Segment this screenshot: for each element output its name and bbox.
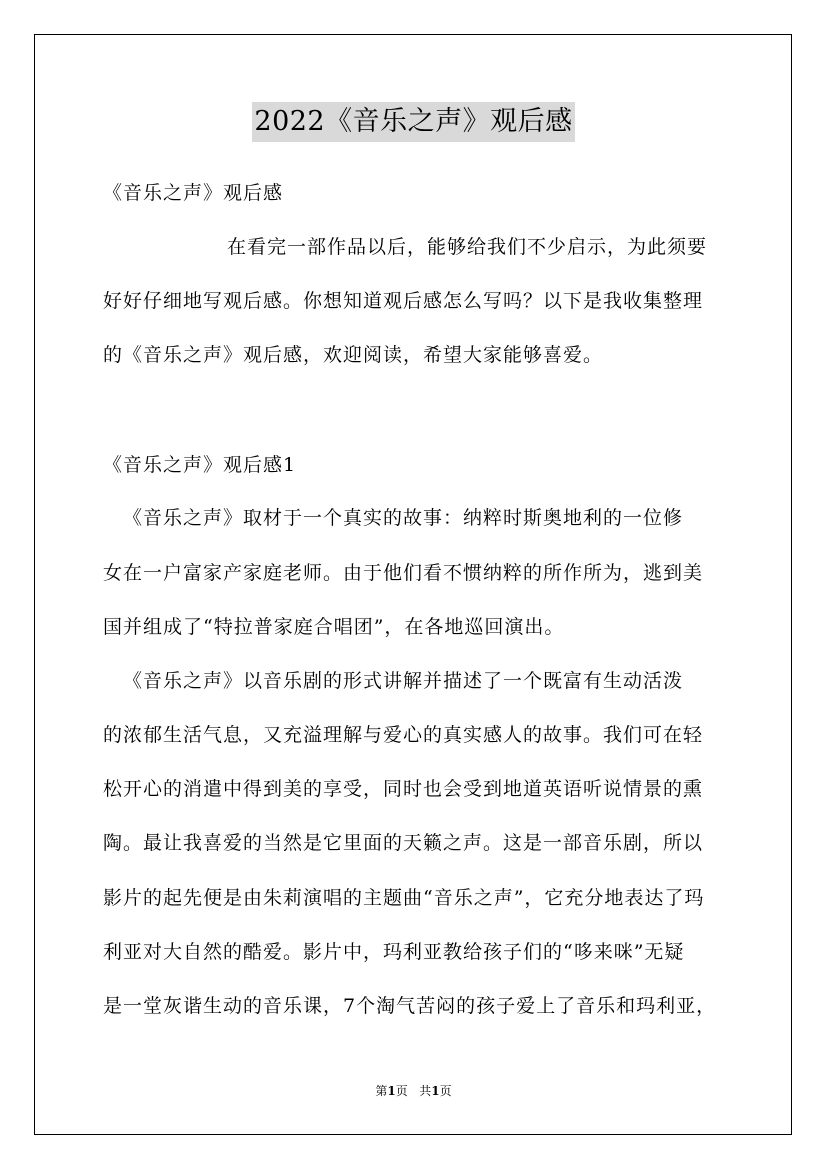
paragraph-line: 陶。最让我喜爱的当然是它里面的天籁之声。这是一部音乐剧，所以 <box>103 832 704 854</box>
document-title-text: 2022《音乐之声》观后感 <box>252 102 574 142</box>
paragraph-line: 《音乐之声》以音乐剧的形式讲解并描述了一个既富有生动活泼 <box>123 670 684 692</box>
footer-page-suffix: 页 <box>395 1084 408 1098</box>
paragraph-line: 国并组成了“特拉普家庭合唱团”，在各地巡回演出。 <box>103 616 565 638</box>
footer-page-number: 1 <box>387 1084 396 1098</box>
footer-total-suffix: 页 <box>439 1084 452 1098</box>
paragraph-line: 是一堂灰谐生动的音乐课，7个淘气苦闷的孩子爱上了音乐和玛利亚， <box>103 995 717 1017</box>
footer-total-prefix: 共 <box>419 1084 432 1098</box>
paragraph-line: 在看完一部作品以后，能够给我们不少启示，为此须要 <box>227 236 708 258</box>
paragraph-line: 的浓郁生活气息，又充溢理解与爱心的真实感人的故事。我们可在轻 <box>103 724 704 746</box>
paragraph-line: 影片的起先便是由朱莉演唱的主题曲“音乐之声”，它充分地表达了玛 <box>103 887 705 909</box>
paragraph-line: 《音乐之声》取材于一个真实的故事：纳粹时斯奥地利的一位修 <box>123 507 684 529</box>
paragraph-line: 女在一户富家产家庭老师。由于他们看不惯纳粹的所作所为，逃到美 <box>103 562 704 584</box>
subtitle-line: 《音乐之声》观后感 <box>103 182 284 204</box>
paragraph-line: 松开心的消遣中得到美的享受，同时也会受到地道英语听说情景的熏 <box>103 778 704 800</box>
paragraph-line: 的《音乐之声》观后感，欢迎阅读，希望大家能够喜爱。 <box>103 344 604 366</box>
footer-total-number: 1 <box>431 1084 440 1098</box>
page-footer <box>0 1082 827 1099</box>
paragraph-line: 利亚对大自然的酷爱。影片中，玛利亚教给孩子们的“哆来咪”无疑 <box>103 941 685 963</box>
paragraph-line: 好好仔细地写观后感。你想知道观后感怎么写吗？以下是我收集整理 <box>103 290 704 312</box>
footer-page-prefix: 第 <box>375 1084 388 1098</box>
section-heading: 《音乐之声》观后感1 <box>103 454 297 476</box>
document-title <box>0 100 827 142</box>
